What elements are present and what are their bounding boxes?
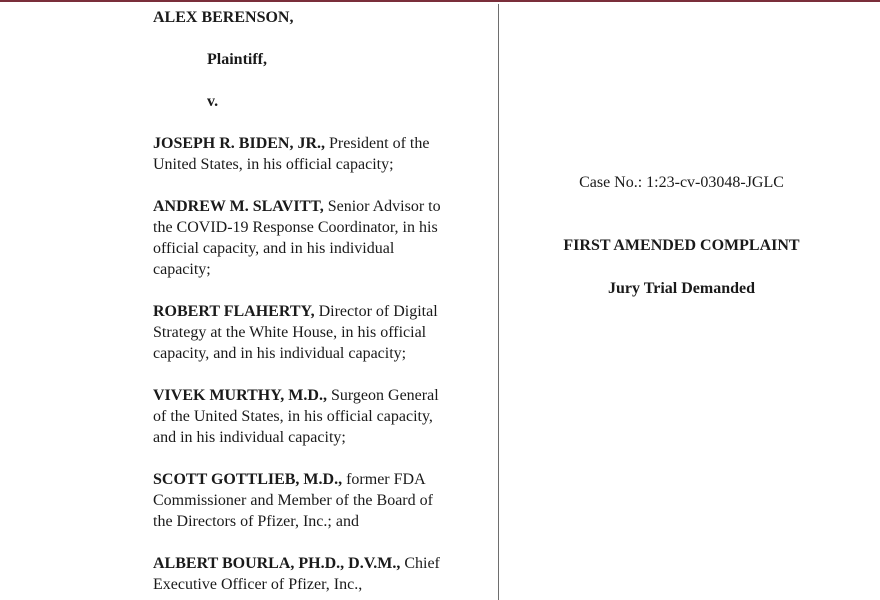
defendant-block	[153, 469, 433, 532]
defendant-line: the COVID-19 Response Coordinator, in his	[153, 219, 438, 236]
defendant-desc: former FDA	[342, 471, 426, 488]
jury-demand: Jury Trial Demanded	[608, 280, 755, 297]
defendant-block	[153, 196, 441, 280]
defendant-line-1	[153, 196, 441, 217]
defendant-line-1	[153, 553, 440, 574]
defendant-line: Executive Officer of Pfizer, Inc.,	[153, 576, 363, 593]
defendant-desc: Director of Digital	[314, 303, 438, 320]
defendant-line-1	[153, 469, 433, 490]
defendant-line: Commissioner and Member of the Board of	[153, 492, 433, 509]
defendant-line: capacity;	[153, 261, 211, 278]
defendant-name: SCOTT GOTTLIEB, M.D.,	[153, 471, 343, 488]
defendant-line-1	[153, 385, 439, 406]
versus: v.	[207, 93, 219, 110]
defendant-desc: Senior Advisor to	[323, 198, 441, 215]
defendant-name: ALBERT BOURLA, PH.D., D.V.M.,	[153, 555, 401, 572]
case-number: Case No.: 1:23-cv-03048-JGLC	[579, 174, 784, 191]
defendant-line: Strategy at the White House, in his official	[153, 324, 427, 341]
plaintiff-block	[153, 7, 293, 28]
defendant-desc: Surgeon General	[326, 387, 439, 404]
defendant-line: of the United States, in his official capacity,	[153, 408, 433, 425]
plaintiff-name: ALEX BERENSON,	[153, 9, 294, 26]
defendant-desc: Chief	[400, 555, 440, 572]
defendant-line-1	[153, 301, 438, 322]
defendant-name: JOSEPH R. BIDEN, JR.,	[153, 135, 326, 152]
defendant-line: United States, in his official capacity;	[153, 156, 394, 173]
top-border	[0, 0, 880, 2]
defendant-line: and in his individual capacity;	[153, 429, 346, 446]
defendant-block	[153, 133, 429, 175]
defendant-name: VIVEK MURTHY, M.D.,	[153, 387, 327, 404]
defendant-block	[153, 301, 438, 364]
defendant-name: ROBERT FLAHERTY,	[153, 303, 315, 320]
plaintiff-role: Plaintiff,	[207, 51, 267, 68]
defendant-line: capacity, and in his individual capacity;	[153, 345, 407, 362]
caption-divider	[498, 4, 499, 600]
defendant-name: ANDREW M. SLAVITT,	[153, 198, 324, 215]
defendant-block	[153, 553, 440, 595]
defendant-line-1	[153, 133, 429, 154]
defendant-line: official capacity, and in his individual	[153, 240, 395, 257]
defendant-block	[153, 385, 439, 448]
versus-block	[153, 91, 218, 112]
document-title: FIRST AMENDED COMPLAINT	[563, 237, 800, 254]
defendant-line: the Directors of Pfizer, Inc.; and	[153, 513, 359, 530]
plaintiff-role-block	[153, 49, 267, 70]
defendant-desc: President of the	[325, 135, 430, 152]
